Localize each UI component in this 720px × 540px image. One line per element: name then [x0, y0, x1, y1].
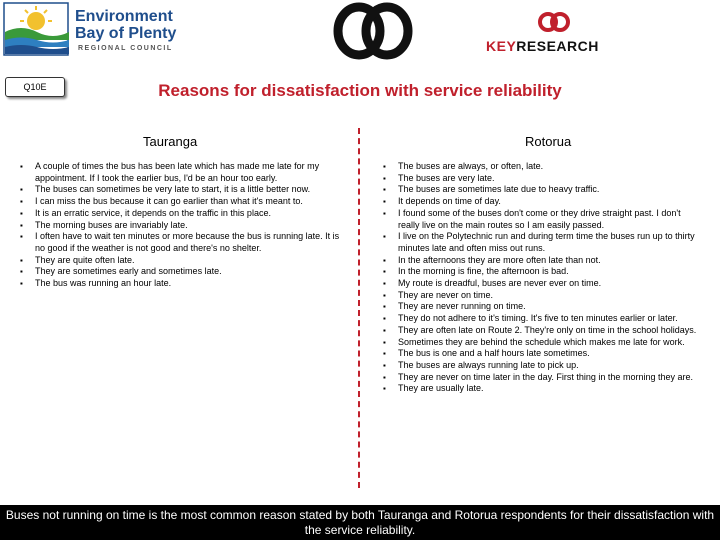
list-item: ▪ The buses are always running late to pick up. [383, 360, 703, 372]
list-item: ▪ The morning buses are invariably late. [20, 220, 340, 232]
question-code-badge: Q10E [5, 77, 65, 97]
tauranga-reasons-list [20, 161, 340, 290]
list-item: ▪ Sometimes they are behind the schedule which makes me late for work. [383, 337, 703, 349]
key-research-prefix: KEY [486, 38, 517, 54]
list-item: ▪ I often have to wait ten minutes or more because the bus is running late. It is no good if the weather is not good and there's no shelter. [20, 231, 340, 254]
page-title-text: Reasons for dissatisfaction with service reliability [158, 81, 562, 100]
ebop-name-line2: Bay of Plenty [75, 25, 177, 42]
list-item: ▪ The buses are always, or often, late. [383, 161, 703, 173]
list-item: ▪ They are quite often late. [20, 255, 340, 267]
page-title [0, 81, 720, 101]
list-item: ▪ The buses are sometimes late due to heavy traffic. [383, 184, 703, 196]
list-item: ▪ I found some of the buses don't come or they drive straight past. I don't really live on the main routes so I am easily passed. [383, 208, 703, 231]
list-item: ▪ I can miss the bus because it can go earlier than what it's meant to. [20, 196, 340, 208]
key-research-logo [480, 10, 630, 58]
column-divider [358, 128, 360, 488]
list-item: ▪ They are sometimes early and sometimes late. [20, 266, 340, 278]
list-item: ▪ I live on the Polytechnic run and during term time the buses run up to thirty minutes late and often miss out runs. [383, 231, 703, 254]
list-item: ▪ It depends on time of day. [383, 196, 703, 208]
list-item: ▪ The buses can sometimes be very late to start, it is a little better now. [20, 184, 340, 196]
key-research-wordmark [486, 38, 599, 54]
list-item: ▪ They do not adhere to it's timing. It's five to ten minutes earlier or later. [383, 313, 703, 325]
list-item: ▪ The buses are very late. [383, 173, 703, 185]
tauranga-heading: Tauranga [143, 134, 198, 149]
list-item: ▪ They are never on time. [383, 290, 703, 302]
list-item: ▪ They are often late on Route 2. They're only on time in the school holidays. [383, 325, 703, 337]
summary-footer: Buses not running on time is the most common reason stated by both Tauranga and Rotorua respondents for their dissatisfaction with the service reliability. [0, 505, 720, 540]
list-item: ▪ It is an erratic service, it depends on the traffic in this place. [20, 208, 340, 220]
key-research-suffix: RESEARCH [516, 38, 599, 54]
ebop-emblem-icon [3, 2, 71, 56]
ebop-name-line1: Environment [75, 8, 173, 25]
rotorua-heading: Rotorua [525, 134, 572, 149]
list-item: ▪ The bus was running an hour late. [20, 278, 340, 290]
ebop-council-label: REGIONAL COUNCIL [78, 45, 173, 52]
rotorua-reasons-list [383, 161, 703, 395]
list-item: ▪ A couple of times the bus has been late which has made me late for my appointment. If I took the earlier bus, I'd be an hour too early. [20, 161, 340, 184]
list-item: ▪ They are never running on time. [383, 301, 703, 313]
list-item: ▪ They are usually late. [383, 383, 703, 395]
double-ring-logo-icon [332, 2, 414, 60]
ebop-logo [3, 2, 177, 58]
list-item: ▪ They are never on time later in the day. First thing in the morning they are. [383, 372, 703, 384]
list-item: ▪ My route is dreadful, buses are never ever on time. [383, 278, 703, 290]
list-item: ▪ In the afternoons they are more often late than not. [383, 255, 703, 267]
list-item: ▪ The bus is one and a half hours late sometimes. [383, 348, 703, 360]
key-rings-icon [480, 10, 630, 36]
list-item: ▪ In the morning is fine, the afternoon is bad. [383, 266, 703, 278]
